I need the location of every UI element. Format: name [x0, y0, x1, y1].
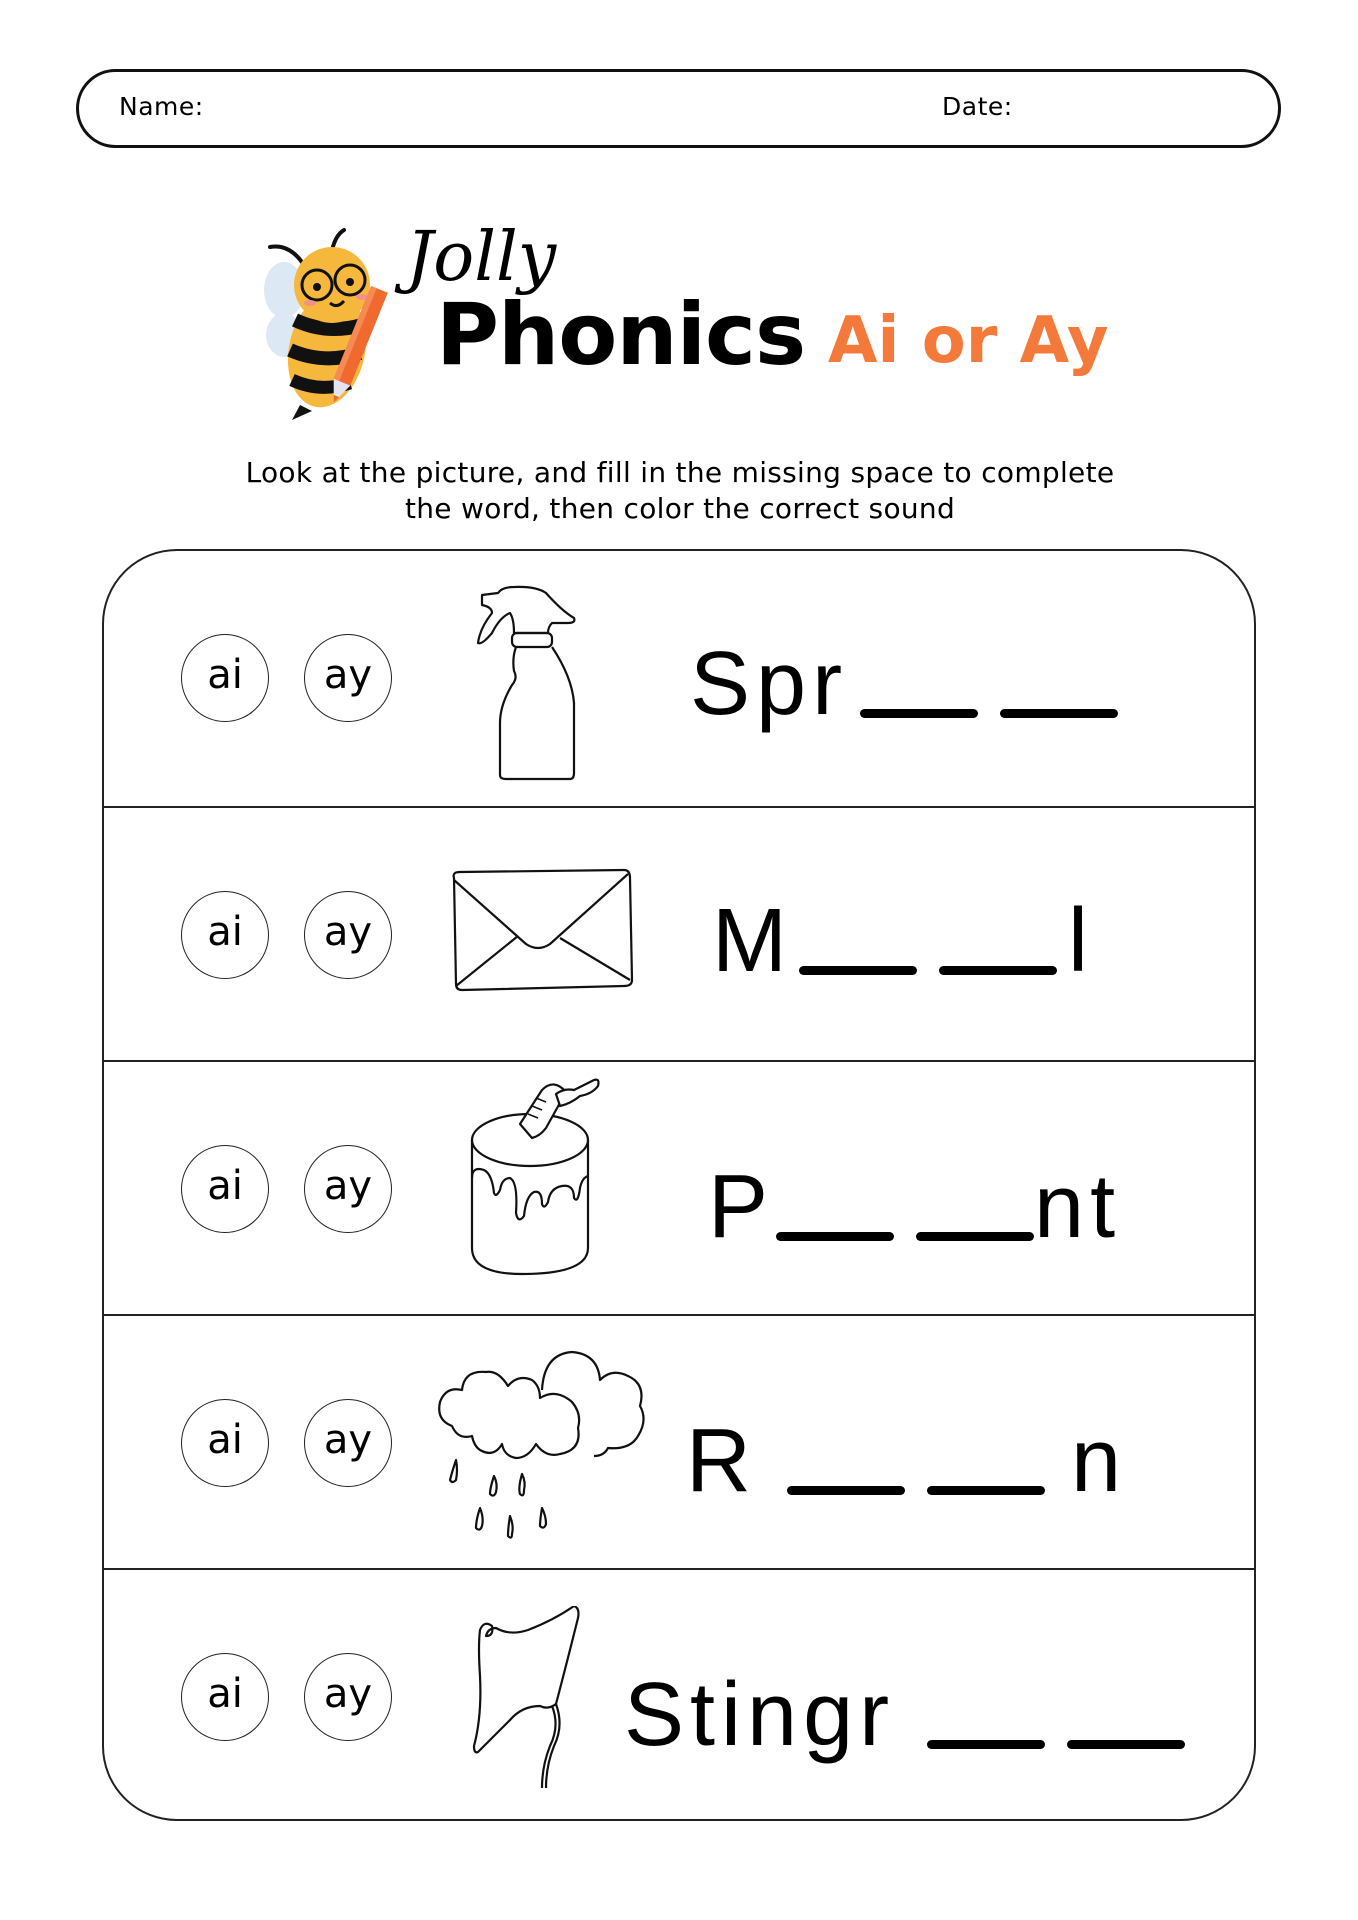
option-ay-circle[interactable]: ay: [304, 634, 392, 722]
word-prefix: P: [708, 1157, 775, 1257]
letter-blank[interactable]: [916, 1232, 1034, 1241]
spray-bottle-icon: [474, 583, 584, 783]
instructions-line-2: the word, then color the correct sound: [404, 492, 956, 525]
worksheet-header: [0, 0, 1358, 525]
envelope-icon: [446, 868, 636, 993]
title-phonics: Phonics: [436, 285, 806, 385]
word-prefix: Spr: [690, 634, 849, 734]
date-label: Date:: [942, 92, 1013, 121]
word-suffix: nt: [1034, 1157, 1122, 1257]
option-ai-circle[interactable]: ai: [181, 1653, 269, 1741]
instructions-line-1: Look at the picture, and fill in the missing space to complete: [245, 456, 1115, 489]
exercise-panel: [102, 549, 1256, 1821]
instructions: [180, 455, 1180, 527]
worksheet-subtitle: Ai or Ay: [828, 304, 1109, 378]
option-ay-circle[interactable]: ay: [304, 891, 392, 979]
letter-blank[interactable]: [927, 1486, 1045, 1495]
word-puzzle: [624, 1665, 1196, 1765]
letter-blank[interactable]: [787, 1486, 905, 1495]
option-ay-circle[interactable]: ay: [304, 1653, 392, 1741]
letter-blank[interactable]: [1067, 1740, 1185, 1749]
letter-blank[interactable]: [860, 709, 978, 718]
exercise-row-spray: [104, 551, 1254, 805]
option-ay-circle[interactable]: ay: [304, 1399, 392, 1487]
word-puzzle: [708, 1157, 1122, 1257]
letter-blank[interactable]: [799, 966, 917, 975]
word-suffix: l: [1067, 891, 1094, 991]
word-puzzle: [712, 891, 1094, 991]
word-prefix: Stingr: [624, 1665, 896, 1765]
rain-cloud-icon: [432, 1350, 652, 1550]
word-suffix: n: [1071, 1411, 1128, 1511]
paint-bucket-icon: [462, 1078, 622, 1278]
letter-blank[interactable]: [1000, 709, 1118, 718]
word-puzzle: [690, 634, 1129, 734]
exercise-row-rain: [104, 1314, 1254, 1568]
stingray-icon: [470, 1606, 610, 1791]
option-ai-circle[interactable]: ai: [181, 634, 269, 722]
title-jolly: Jolly: [406, 218, 557, 297]
exercise-row-mail: [104, 806, 1254, 1060]
letter-blank[interactable]: [927, 1740, 1045, 1749]
letter-blank[interactable]: [776, 1232, 894, 1241]
letter-blank[interactable]: [939, 966, 1057, 975]
option-ai-circle[interactable]: ai: [181, 1399, 269, 1487]
word-puzzle: [686, 1411, 1128, 1511]
name-label: Name:: [119, 92, 204, 121]
word-prefix: R: [686, 1411, 757, 1511]
option-ai-circle[interactable]: ai: [181, 891, 269, 979]
exercise-row-stingray: [104, 1568, 1254, 1821]
option-ay-circle[interactable]: ay: [304, 1145, 392, 1233]
option-ai-circle[interactable]: ai: [181, 1145, 269, 1233]
word-prefix: M: [712, 891, 793, 991]
exercise-row-paint: [104, 1060, 1254, 1314]
bee-mascot-icon: [262, 225, 417, 420]
